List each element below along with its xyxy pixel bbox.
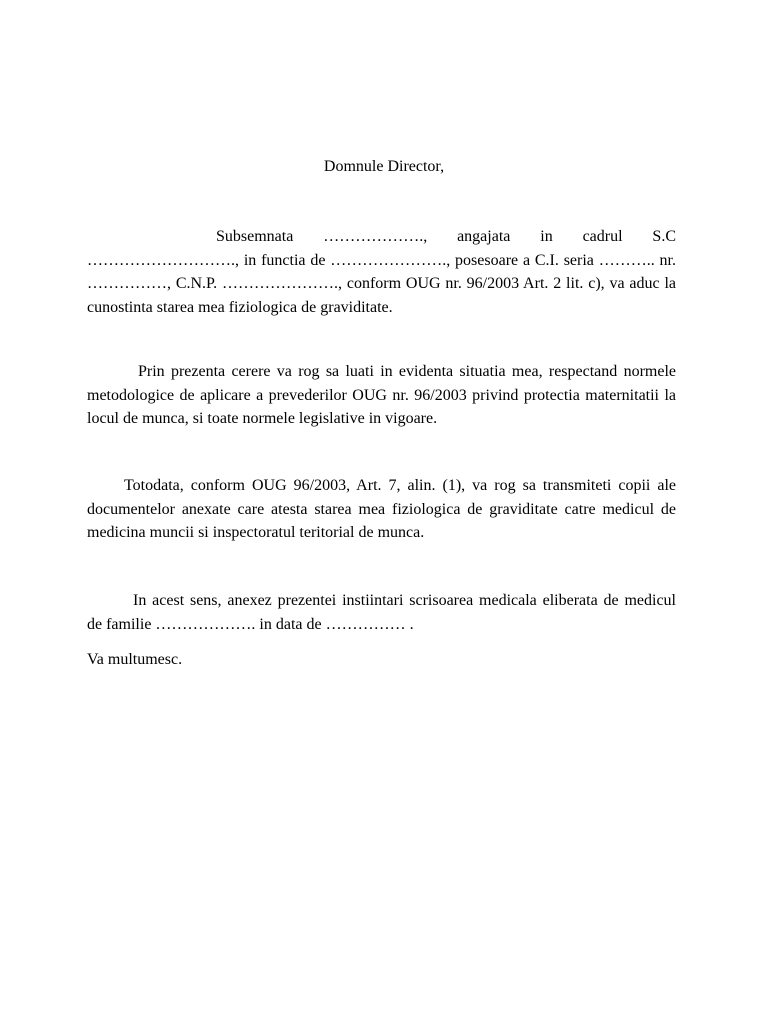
paragraph-transmission: Totodata, conform OUG 96/2003, Art. 7, alin. (1), va rog sa transmiteti copii ale documentelor anexate care atesta starea mea fiziologica de graviditate catre medicul de medicina muncii si inspectoratul teritorial de munca. [87, 477, 676, 541]
closing: Va multumesc. [87, 651, 183, 668]
paragraph-declaration: Subsemnata ………………., angajata in cadrul S.C ………………………., in functia de …………………., posesoare a C.I. seria ……….. nr. ……………, C.N.P. …………………., conform OUG nr. 96/2003 Art. 2 lit. c), va aduc la cunostinta starea mea fiziologica de graviditate. [87, 228, 676, 316]
salutation: Domnule Director, [323, 158, 445, 175]
paragraph-request: Prin prezenta cerere va rog sa luati in evidenta situatia mea, respectand normele metodologice de aplicare a prevederilor OUG nr. 96/2003 privind protectia maternitatii la locul de munca, si toate normele legislative in vigoare. [87, 363, 676, 427]
paragraph-annex: In acest sens, anexez prezentei instiintari scrisoarea medicala eliberata de medicul de familie ………………. in data de …………… . [87, 592, 676, 633]
